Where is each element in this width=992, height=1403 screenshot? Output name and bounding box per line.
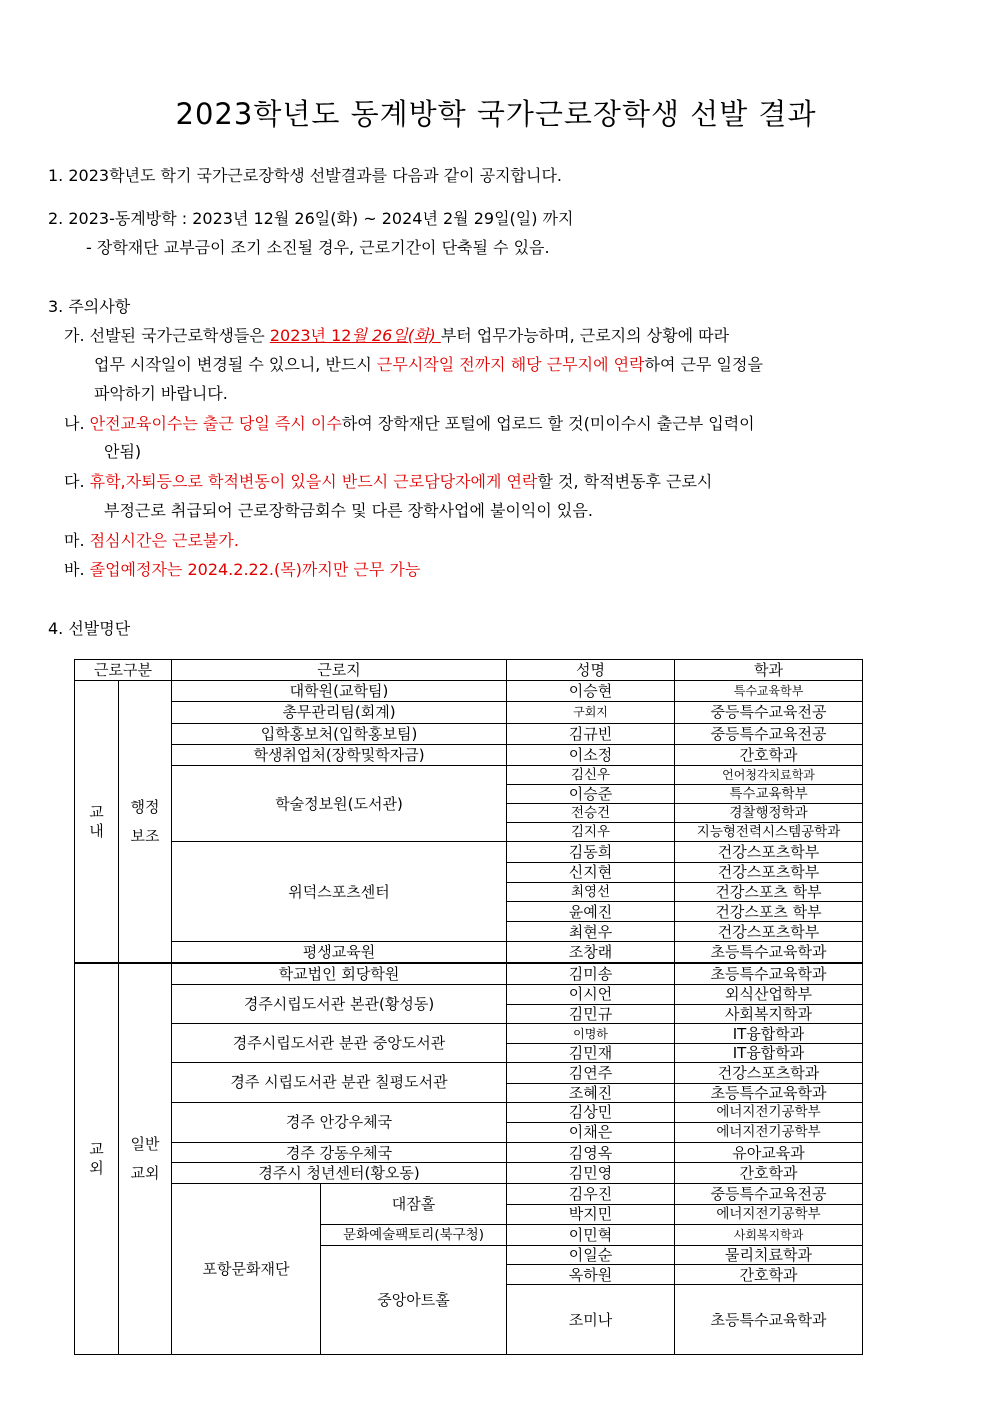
student-name: 신지현: [507, 862, 675, 882]
page-title: 2023학년도 동계방학 국가근로장학생 선발 결과: [175, 97, 817, 131]
place: 학생취업처(장학및학자금): [172, 744, 507, 765]
student-dept: 초등특수교육학과: [675, 1083, 863, 1102]
notice-ma: [64, 528, 239, 551]
section-3: 3. 주의사항: [48, 297, 131, 316]
student-dept: 에너지전기공학부: [675, 1122, 863, 1142]
student-name: 김미송: [507, 963, 675, 984]
student-dept: 에너지전기공학부: [675, 1204, 863, 1224]
notice-na: [64, 411, 755, 434]
table-row: [75, 842, 863, 862]
student-name: 김규빈: [507, 723, 675, 744]
start-date-rest: 월 26일(화): [351, 326, 441, 345]
place: 포항문화재단: [172, 1184, 321, 1355]
student-name: 이명하: [507, 1024, 675, 1044]
student-dept: 초등특수교육학과: [675, 1285, 863, 1355]
table-row: [75, 1063, 863, 1083]
student-dept: 유아교육과: [675, 1143, 863, 1163]
place-sub: 문화예술팩토리(북구청): [321, 1224, 507, 1245]
notice-ga2-highlight: 근무시작일 전까지 해당 근무지에 연락: [376, 355, 645, 374]
notice-ba-highlight: 졸업예정자는 2024.2.22.(목)까지만 근무 가능: [89, 560, 421, 579]
student-dept: 건강스포츠 학부: [675, 882, 863, 901]
header-name: 성명: [507, 660, 675, 681]
notice-ma-highlight: 점심시간은 근로불가.: [89, 531, 239, 550]
place-sub: 대잠홀: [321, 1184, 507, 1224]
table-row: [75, 1143, 863, 1163]
category-campus: 교 내: [75, 681, 119, 963]
student-dept: 사회복지학과: [675, 1004, 863, 1023]
place: 위덕스포츠센터: [172, 842, 507, 942]
table-row: [75, 765, 863, 784]
notice-da-highlight: 휴학,자퇴등으로 학적변동이 있을시 반드시 근로담당자에게 연락: [89, 472, 538, 491]
place: 총무관리팀(회계): [172, 702, 507, 723]
table-row: [75, 984, 863, 1004]
table-row: [75, 942, 863, 963]
subcategory-general: 일반 교외: [119, 963, 172, 1355]
student-name: 김신우: [507, 765, 675, 784]
student-dept: 간호학과: [675, 1265, 863, 1285]
student-dept: 중등특수교육전공: [675, 723, 863, 744]
place: 경주시 청년센터(황오동): [172, 1163, 507, 1184]
student-name: 전승건: [507, 804, 675, 823]
student-dept: 건강스포츠 학부: [675, 901, 863, 921]
notice-ma-prefix: 마.: [64, 531, 90, 550]
student-name: 조미나: [507, 1285, 675, 1355]
notice-ga-text2: 부터 업무가능하며, 근로지의 상황에 따라: [440, 326, 730, 345]
notice-ga: [64, 323, 729, 346]
table-row: [75, 963, 863, 984]
notice-ga2-text: 업무 시작일이 변경될 수 있으니, 반드시: [94, 355, 377, 374]
place: 학교법인 회당학원: [172, 963, 507, 984]
header-place: 근로지: [172, 660, 507, 681]
student-name: 이승현: [507, 681, 675, 702]
subcategory-admin: 행정 보조: [119, 681, 172, 963]
header-dept: 학과: [675, 660, 863, 681]
student-dept: 간호학과: [675, 744, 863, 765]
notice-na-line2: 안됨): [104, 442, 142, 461]
student-name: 최현우: [507, 922, 675, 942]
place-sub: 중앙아트홀: [321, 1245, 507, 1354]
student-dept: IT융합학과: [675, 1044, 863, 1063]
student-name: 김영옥: [507, 1143, 675, 1163]
student-name: 김민재: [507, 1044, 675, 1063]
place: 경주 안강우체국: [172, 1102, 507, 1142]
notice-da-prefix: 다.: [64, 472, 90, 491]
student-name: 조창래: [507, 942, 675, 963]
student-name: 최영선: [507, 882, 675, 901]
table-header: [75, 660, 863, 681]
place: 대학원(교학팀): [172, 681, 507, 702]
table-row: [75, 723, 863, 744]
student-name: 윤예진: [507, 901, 675, 921]
section-2-note: - 장학재단 교부금이 조기 소진될 경우, 근로기간이 단축될 수 있음.: [86, 238, 550, 257]
selection-table: [74, 659, 863, 1355]
student-name: 옥하원: [507, 1265, 675, 1285]
student-name: 이소정: [507, 744, 675, 765]
student-name: 김동희: [507, 842, 675, 862]
table-row: [75, 1184, 863, 1204]
student-dept: 건강스포츠학부: [675, 922, 863, 942]
notice-da-text: 할 것, 학적변동후 근로시: [537, 472, 713, 491]
student-dept: 건강스포츠학과: [675, 1063, 863, 1083]
student-dept: 건강스포츠학부: [675, 842, 863, 862]
student-dept: 언어청각치료학과: [675, 765, 863, 784]
category-offcampus: 교 외: [75, 963, 119, 1355]
place: 경주 시립도서관 분관 칠평도서관: [172, 1063, 507, 1102]
notice-na-highlight: 안전교육이수는 출근 당일 즉시 이수: [89, 414, 342, 433]
table-row: [75, 681, 863, 702]
student-dept: 초등특수교육학과: [675, 942, 863, 963]
student-dept: 외식산업학부: [675, 984, 863, 1004]
student-name: 김민영: [507, 1163, 675, 1184]
place: 경주 강동우체국: [172, 1143, 507, 1163]
table-row: [75, 1102, 863, 1122]
table-row: [75, 1024, 863, 1044]
student-name: 박지민: [507, 1204, 675, 1224]
student-dept: 지능형전력시스템공학과: [675, 823, 863, 842]
student-dept: 특수교육학부: [675, 681, 863, 702]
student-dept: 경찰행정학과: [675, 804, 863, 823]
student-dept: 건강스포츠학부: [675, 862, 863, 882]
notice-da: [64, 469, 712, 492]
notice-na-text: 하여 장학재단 포털에 업로드 할 것(미이수시 출근부 입력이: [341, 414, 755, 433]
notice-ba-prefix: 바.: [64, 560, 90, 579]
student-dept: IT융합학과: [675, 1024, 863, 1044]
notice-ga-line2: [94, 352, 763, 375]
header-category: 근로구분: [75, 660, 172, 681]
student-name: 이일순: [507, 1245, 675, 1264]
student-name: 김우진: [507, 1184, 675, 1204]
place: 학술정보원(도서관): [172, 765, 507, 842]
notice-ga-text: 가. 선발된 국가근로학생들은: [64, 326, 270, 345]
notice-da-line2: 부정근로 취급되어 근로장학금회수 및 다른 장학사업에 불이익이 있음.: [104, 501, 593, 520]
student-name: 조혜진: [507, 1083, 675, 1102]
student-name: 김연주: [507, 1063, 675, 1083]
notice-na-prefix: 나.: [64, 414, 90, 433]
start-date: 2023년 12: [269, 326, 352, 345]
student-name: 김지우: [507, 823, 675, 842]
student-name: 김상민: [507, 1102, 675, 1122]
student-name: 김민규: [507, 1004, 675, 1023]
notice-ba: [64, 557, 420, 580]
student-dept: 간호학과: [675, 1163, 863, 1184]
place: 입학홍보처(입학홍보팀): [172, 723, 507, 744]
student-dept: 특수교육학부: [675, 785, 863, 804]
place: 평생교육원: [172, 942, 507, 963]
student-dept: 초등특수교육학과: [675, 963, 863, 984]
student-name: 구회지: [507, 702, 675, 723]
student-name: 이채은: [507, 1122, 675, 1142]
student-dept: 중등특수교육전공: [675, 1184, 863, 1204]
table-row: [75, 702, 863, 723]
student-name: 이시언: [507, 984, 675, 1004]
student-dept: 중등특수교육전공: [675, 702, 863, 723]
place: 경주시립도서관 본관(황성동): [172, 984, 507, 1023]
notice-ga-line3: 파악하기 바랍니다.: [94, 384, 228, 403]
notice-ga2-text2: 하여 근무 일정을: [644, 355, 763, 374]
student-dept: 에너지전기공학부: [675, 1102, 863, 1122]
place: 경주시립도서관 분관 중앙도서관: [172, 1024, 507, 1063]
section-4: 4. 선발명단: [48, 619, 131, 638]
section-2: 2. 2023-동계방학 : 2023년 12월 26일(화) ~ 2024년 2월 29일(일) 까지: [48, 209, 574, 228]
student-dept: 물리치료학과: [675, 1245, 863, 1264]
table-row: [75, 744, 863, 765]
student-name: 이민혁: [507, 1224, 675, 1245]
student-name: 이승준: [507, 785, 675, 804]
section-1: 1. 2023학년도 학기 국가근로장학생 선발결과를 다음과 같이 공지합니다.: [48, 166, 562, 185]
student-dept: 사회복지학과: [675, 1224, 863, 1245]
table-row: [75, 1163, 863, 1184]
